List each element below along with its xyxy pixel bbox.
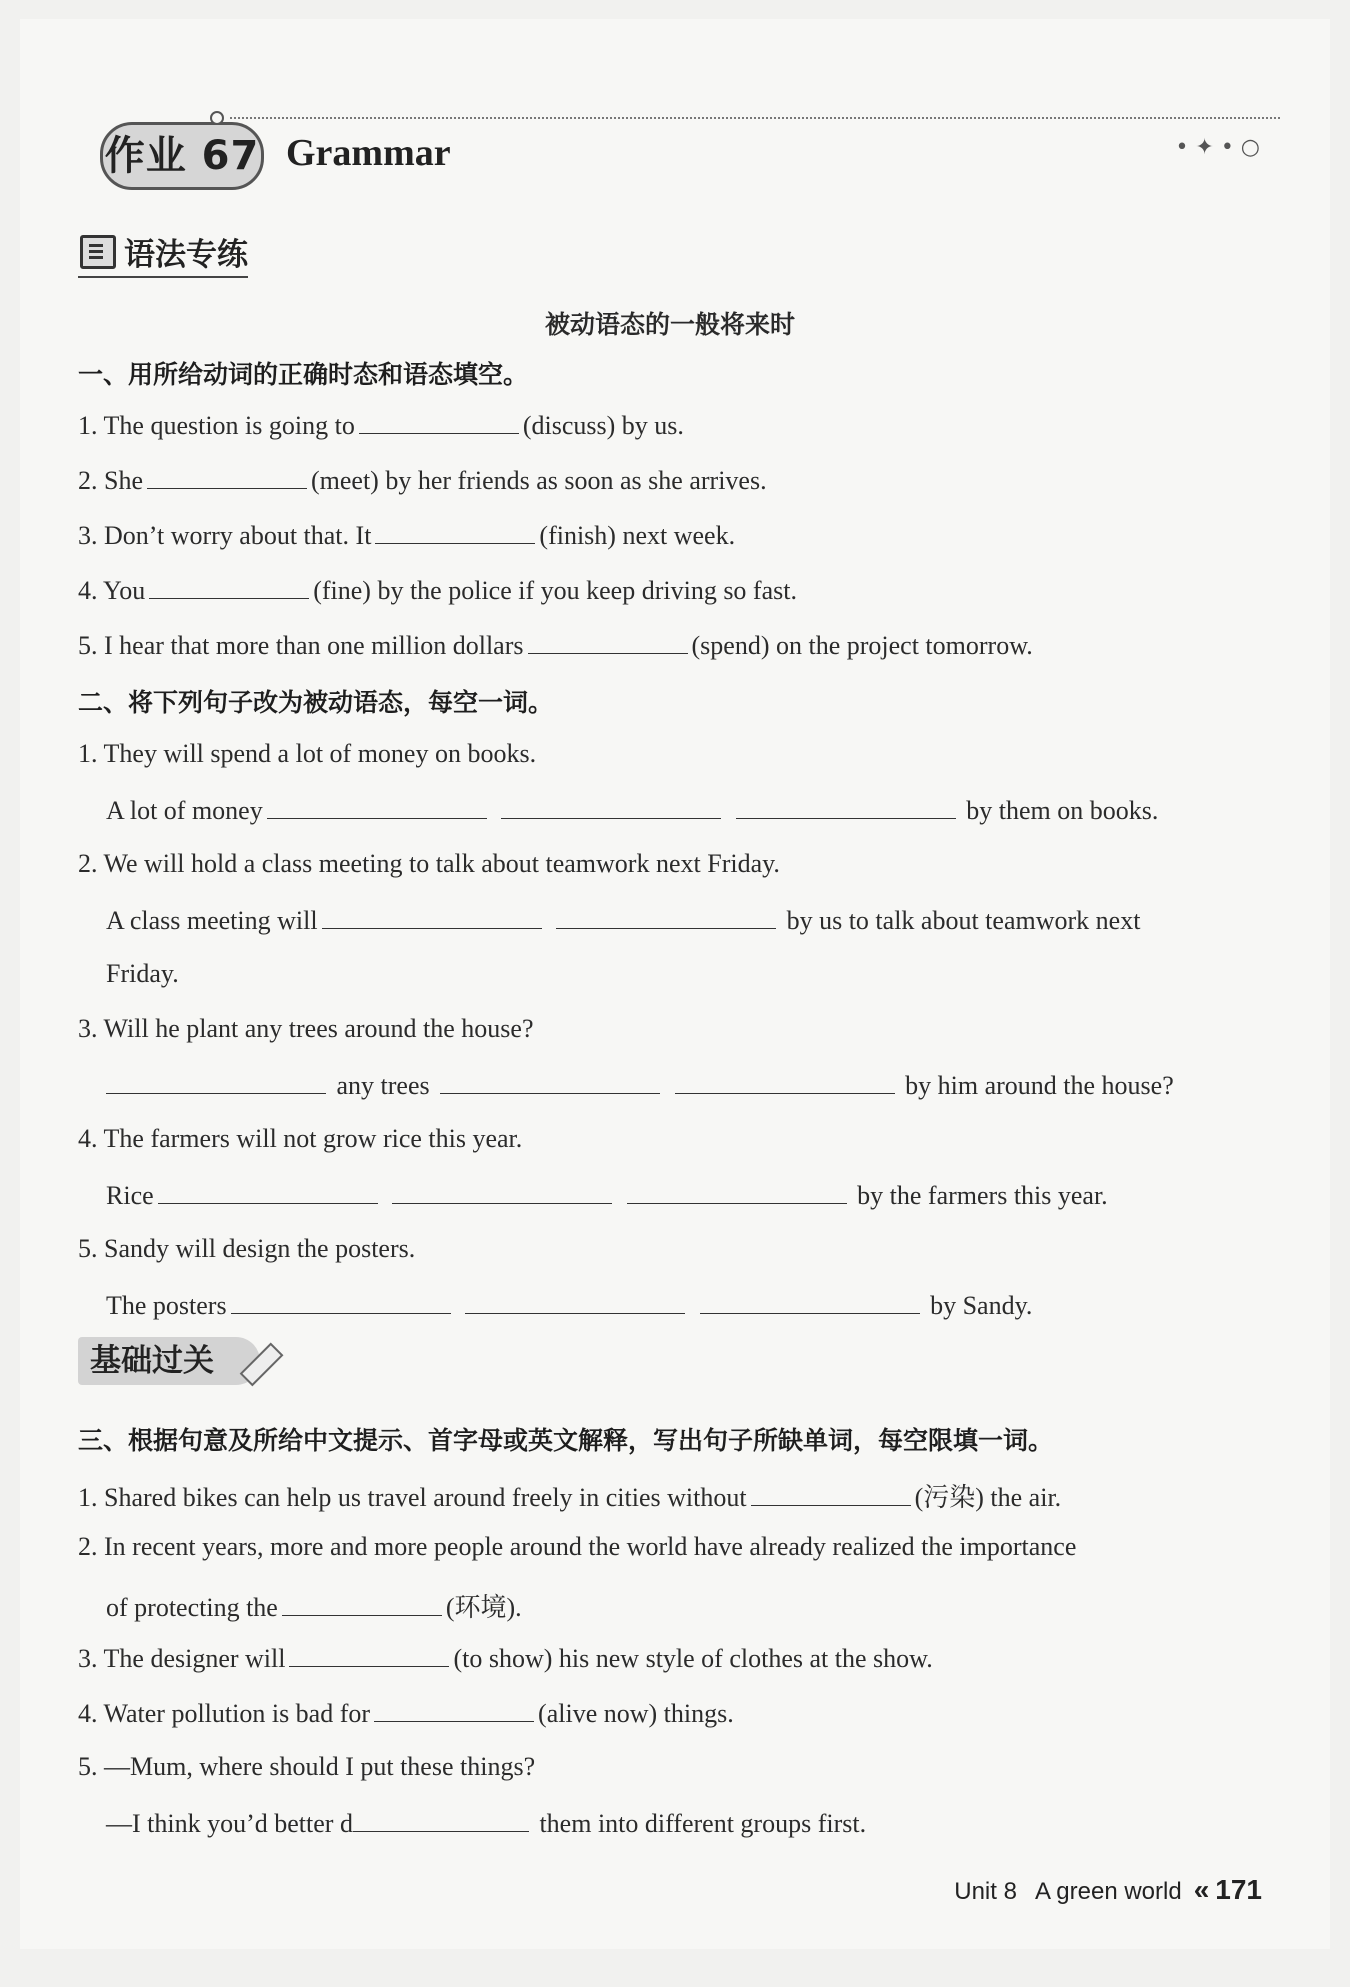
section-subtitle: 被动语态的一般将来时 bbox=[544, 310, 795, 339]
page-header bbox=[80, 97, 1260, 187]
header-title: Grammar bbox=[286, 132, 451, 174]
answer-blank[interactable] bbox=[353, 1807, 529, 1832]
homework-badge: 作业 67 bbox=[100, 122, 264, 190]
part2-question-4: 4. The farmers will not grow rice this year. bbox=[78, 1124, 523, 1153]
part3-item-1: 1. Shared bikes can help us travel around freely in cities without (污染) the air. bbox=[78, 1483, 1062, 1512]
part2-question-3: 3. Will he plant any trees around the house? bbox=[78, 1014, 534, 1043]
page-number: 171 bbox=[1215, 1874, 1262, 1905]
part2-question-5: 5. Sandy will design the posters. bbox=[78, 1234, 416, 1263]
answer-blank[interactable] bbox=[675, 1069, 895, 1094]
answer-blank[interactable] bbox=[374, 1697, 534, 1722]
answer-blank[interactable] bbox=[282, 1591, 442, 1616]
part2-answer-5: The posters by Sandy. bbox=[106, 1291, 1033, 1320]
part3-item-3: 3. The designer will (to show) his new style of clothes at the show. bbox=[78, 1644, 933, 1673]
answer-blank[interactable] bbox=[736, 794, 956, 819]
part2-heading: 二、将下列句子改为被动语态，每空一词。 bbox=[78, 688, 554, 717]
part3-item-2: 2. In recent years, more and more people around the world have already realized the importance bbox=[78, 1532, 1077, 1561]
answer-blank[interactable] bbox=[392, 1179, 612, 1204]
part3-item-5: 5. —Mum, where should I put these things? bbox=[78, 1752, 536, 1781]
part1-heading: 一、用所给动词的正确时态和语态填空。 bbox=[78, 360, 529, 389]
answer-blank[interactable] bbox=[465, 1289, 685, 1314]
part3-item-2-continued: of protecting the (环境). bbox=[106, 1593, 522, 1622]
answer-blank[interactable] bbox=[231, 1289, 451, 1314]
answer-blank[interactable] bbox=[375, 519, 535, 544]
answer-blank[interactable] bbox=[528, 629, 688, 654]
part2-question-2: 2. We will hold a class meeting to talk about teamwork next Friday. bbox=[78, 849, 780, 878]
answer-blank[interactable] bbox=[359, 409, 519, 434]
section-tag-label: 语法专练 bbox=[124, 237, 248, 273]
answer-blank[interactable] bbox=[149, 574, 309, 599]
part1-item-5: 5. I hear that more than one million dollars (spend) on the project tomorrow. bbox=[78, 631, 1033, 660]
section-tag-basic-check: 基础过关 bbox=[78, 1337, 260, 1385]
part1-item-4: 4. You (fine) by the police if you keep driving so fast. bbox=[78, 576, 797, 605]
answer-blank[interactable] bbox=[147, 464, 307, 489]
answer-blank[interactable] bbox=[751, 1481, 911, 1506]
answer-blank[interactable] bbox=[627, 1179, 847, 1204]
footer-unit-title: A green world bbox=[1034, 1878, 1182, 1905]
answer-blank[interactable] bbox=[106, 1069, 326, 1094]
answer-blank[interactable] bbox=[322, 904, 542, 929]
answer-blank[interactable] bbox=[158, 1179, 378, 1204]
worksheet-page bbox=[20, 19, 1330, 1949]
part1-item-1: 1. The question is going to (discuss) by us. bbox=[78, 411, 684, 440]
part2-answer-2: A class meeting will by us to talk about teamwork next bbox=[106, 906, 1141, 935]
section-tag-grammar-practice bbox=[78, 229, 248, 278]
part2-answer-2-continued: Friday. bbox=[106, 959, 179, 988]
answer-blank[interactable] bbox=[289, 1642, 449, 1667]
part1-item-2: 2. She (meet) by her friends as soon as she arrives. bbox=[78, 466, 767, 495]
part1-item-3: 3. Don’t worry about that. It (finish) next week. bbox=[78, 521, 736, 550]
part2-question-1: 1. They will spend a lot of money on books. bbox=[78, 739, 537, 768]
part3-heading: 三、根据句意及所给中文提示、首字母或英文解释，写出句子所缺单词，每空限填一词。 bbox=[78, 1426, 1054, 1455]
answer-blank[interactable] bbox=[700, 1289, 920, 1314]
answer-blank[interactable] bbox=[267, 794, 487, 819]
part3-item-4: 4. Water pollution is bad for (alive now) things. bbox=[78, 1699, 734, 1728]
notebook-icon bbox=[80, 235, 116, 269]
header-dotted-line bbox=[230, 117, 1280, 120]
badge-knob-icon bbox=[210, 111, 224, 125]
answer-blank[interactable] bbox=[556, 904, 776, 929]
part2-answer-4: Rice by the farmers this year. bbox=[106, 1181, 1108, 1210]
part2-answer-1: A lot of money by them on books. bbox=[106, 796, 1159, 825]
double-chevron-left-icon: « bbox=[1193, 1874, 1210, 1905]
answer-blank[interactable] bbox=[440, 1069, 660, 1094]
sparkle-decoration-icon: • ✦ • ○ bbox=[1175, 135, 1260, 160]
page-footer bbox=[954, 1874, 1262, 1906]
part2-answer-3: any trees by him around the house? bbox=[106, 1069, 1174, 1101]
answer-blank[interactable] bbox=[501, 794, 721, 819]
footer-unit: Unit 8 bbox=[954, 1878, 1017, 1905]
part3-item-5-answer: —I think you’d better d them into different groups first. bbox=[106, 1809, 867, 1838]
